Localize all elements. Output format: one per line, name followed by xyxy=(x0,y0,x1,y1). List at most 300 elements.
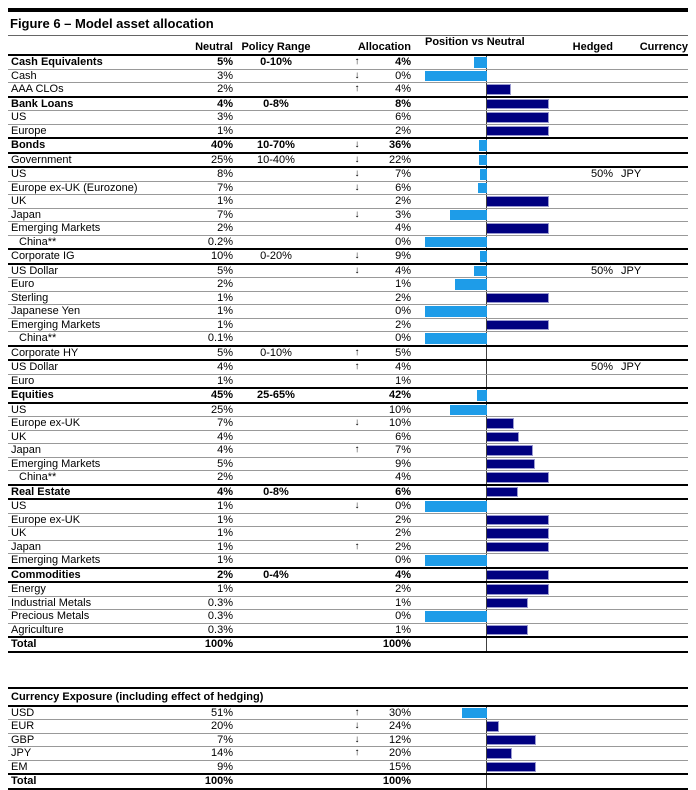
allocation-value: 6% xyxy=(395,485,411,498)
neutral-value: 1% xyxy=(217,291,233,304)
position-bar-cell xyxy=(425,83,549,96)
allocation-value: 24% xyxy=(388,720,411,732)
position-bar-cell xyxy=(425,222,549,235)
table-row xyxy=(8,402,688,417)
table-row xyxy=(8,513,688,527)
neutral-value: 8% xyxy=(217,168,233,180)
neutral-value: 0.3% xyxy=(207,623,233,636)
table-row xyxy=(8,540,688,554)
overweight-bar xyxy=(487,293,549,304)
row-label: GBP xyxy=(11,733,35,746)
row-label: JPY xyxy=(11,747,32,759)
underweight-bar xyxy=(425,333,487,344)
underweight-bar xyxy=(425,71,487,82)
underweight-bar xyxy=(480,251,487,262)
table-row xyxy=(8,596,688,610)
table-row xyxy=(8,304,688,318)
row-label: Japan xyxy=(11,540,41,553)
position-bar-cell xyxy=(425,375,549,388)
row-label: Bonds xyxy=(11,139,46,151)
overweight-bar xyxy=(487,432,519,443)
row-label: UK xyxy=(11,527,27,539)
table-row xyxy=(8,387,688,402)
table-row xyxy=(8,96,688,111)
overweight-bar xyxy=(487,84,511,95)
trend-down-arrow-icon: ↓ xyxy=(354,69,360,81)
row-label: US Dollar xyxy=(11,361,59,373)
position-bar-cell xyxy=(425,332,549,345)
row-label: Real Estate xyxy=(11,485,71,498)
neutral-value: 1% xyxy=(217,195,233,207)
currency-exposure-table xyxy=(8,687,688,790)
trend-down-arrow-icon: ↓ xyxy=(354,720,360,731)
allocation-value: 6% xyxy=(395,111,411,123)
policy-range-value: 0-4% xyxy=(263,568,289,581)
neutral-value: 3% xyxy=(217,111,233,123)
row-label: China** xyxy=(19,235,57,248)
row-label: US xyxy=(11,168,27,180)
table-row xyxy=(8,636,688,651)
allocation-value: 100% xyxy=(382,775,411,787)
neutral-value: 4% xyxy=(217,444,233,456)
neutral-value: 7% xyxy=(217,733,233,746)
allocation-value: 0% xyxy=(395,69,411,82)
row-label: Emerging Markets xyxy=(11,222,101,234)
table-row xyxy=(8,277,688,291)
table-row xyxy=(8,166,688,181)
neutral-value: 2% xyxy=(217,222,233,234)
allocation-value: 1% xyxy=(395,623,411,636)
overweight-bar xyxy=(487,112,549,123)
allocation-value: 1% xyxy=(395,278,411,290)
row-label: Europe xyxy=(11,124,47,137)
position-bar-cell xyxy=(425,168,549,181)
row-label: Industrial Metals xyxy=(11,596,92,609)
position-bar-cell xyxy=(425,182,549,195)
table-row xyxy=(8,581,688,596)
overweight-bar xyxy=(487,748,512,759)
table-row xyxy=(8,110,688,124)
main-table-rows xyxy=(8,56,688,651)
allocation-value: 4% xyxy=(395,56,411,68)
allocation-value: 100% xyxy=(382,638,411,650)
overweight-bar xyxy=(487,542,549,553)
position-bar-cell xyxy=(425,195,549,208)
trend-down-arrow-icon: ↓ xyxy=(354,208,360,220)
allocation-value: 7% xyxy=(395,444,411,456)
table-row xyxy=(8,374,688,388)
underweight-bar xyxy=(478,183,487,194)
allocation-value: 2% xyxy=(395,527,411,539)
underweight-bar xyxy=(474,57,487,68)
row-label: Europe ex-UK (Eurozone) xyxy=(11,181,138,194)
overweight-bar xyxy=(487,762,536,773)
overweight-bar xyxy=(487,570,549,581)
trend-up-arrow-icon: ↑ xyxy=(354,540,360,552)
header-position-vs-neutral: Position vs Neutral xyxy=(425,36,525,48)
allocation-value: 2% xyxy=(395,124,411,137)
allocation-value: 0% xyxy=(395,332,411,344)
allocation-value: 6% xyxy=(395,181,411,194)
allocation-value: 5% xyxy=(395,346,411,359)
row-label: UK xyxy=(11,430,27,443)
trend-down-arrow-icon: ↓ xyxy=(354,264,360,276)
trend-down-arrow-icon: ↓ xyxy=(354,733,360,745)
overweight-bar xyxy=(487,445,533,456)
currency-value: JPY xyxy=(621,168,642,180)
row-label: Euro xyxy=(11,374,35,387)
center-axis-line xyxy=(486,775,487,788)
table-row xyxy=(8,416,688,430)
neutral-value: 4% xyxy=(217,430,233,443)
position-bar-cell xyxy=(425,610,549,623)
hedged-value: 50% xyxy=(590,264,613,277)
row-label: Europe ex-UK xyxy=(11,417,81,429)
table-row xyxy=(8,457,688,471)
underweight-bar xyxy=(455,279,487,290)
underweight-bar xyxy=(425,501,487,512)
fx-table-rows xyxy=(8,707,688,788)
position-bar-cell xyxy=(425,471,549,484)
row-label: Japan xyxy=(11,444,41,456)
center-axis-line xyxy=(486,347,487,360)
neutral-value: 1% xyxy=(217,583,233,595)
underweight-bar xyxy=(479,155,487,166)
overweight-bar xyxy=(487,487,518,498)
row-label: Japanese Yen xyxy=(11,305,81,317)
table-row xyxy=(8,773,688,788)
trend-down-arrow-icon: ↓ xyxy=(354,153,360,165)
overweight-bar xyxy=(487,223,549,234)
table-row xyxy=(8,707,688,720)
allocation-value: 10% xyxy=(388,417,411,429)
allocation-value: 0% xyxy=(395,554,411,566)
position-bar-cell xyxy=(425,541,549,554)
neutral-value: 1% xyxy=(217,540,233,553)
neutral-value: 0.3% xyxy=(207,596,233,609)
position-bar-cell xyxy=(425,720,549,733)
allocation-value: 10% xyxy=(388,403,411,416)
table-row xyxy=(8,221,688,235)
row-label: Precious Metals xyxy=(11,610,90,622)
allocation-value: 42% xyxy=(388,389,411,401)
position-bar-cell xyxy=(425,624,549,637)
figure-title: Figure 6 – Model asset allocation xyxy=(8,12,688,36)
position-bar-cell xyxy=(425,278,549,291)
neutral-value: 3% xyxy=(217,69,233,82)
neutral-value: 1% xyxy=(217,374,233,387)
row-label: Corporate HY xyxy=(11,346,79,359)
position-bar-cell xyxy=(425,56,549,69)
allocation-value: 4% xyxy=(395,83,411,95)
position-bar-cell xyxy=(425,236,549,249)
overweight-bar xyxy=(487,625,528,636)
underweight-bar xyxy=(462,708,487,719)
position-bar-cell xyxy=(425,125,549,138)
row-label: US Dollar xyxy=(11,264,59,277)
neutral-value: 10% xyxy=(210,250,233,262)
neutral-value: 1% xyxy=(217,500,233,512)
neutral-value: 4% xyxy=(217,361,233,373)
position-bar-cell xyxy=(425,305,549,318)
currency-value: JPY xyxy=(621,264,642,277)
neutral-value: 45% xyxy=(210,389,233,401)
row-label: Total xyxy=(11,638,37,650)
neutral-value: 5% xyxy=(217,346,233,359)
allocation-value: 9% xyxy=(395,250,411,262)
allocation-value: 2% xyxy=(395,291,411,304)
position-bar-cell xyxy=(425,638,549,651)
table-row xyxy=(8,56,688,69)
trend-down-arrow-icon: ↓ xyxy=(354,500,360,511)
neutral-value: 100% xyxy=(204,775,233,787)
row-label: Total xyxy=(11,775,37,787)
row-label: US xyxy=(11,500,27,512)
table-row xyxy=(8,137,688,152)
neutral-value: 0.3% xyxy=(207,610,233,622)
allocation-value: 6% xyxy=(395,430,411,443)
position-bar-cell xyxy=(425,389,549,402)
overweight-bar xyxy=(487,99,549,110)
allocation-value: 36% xyxy=(388,139,411,151)
position-bar-cell xyxy=(425,569,549,582)
neutral-value: 14% xyxy=(210,747,233,759)
table-row xyxy=(8,609,688,623)
neutral-value: 9% xyxy=(217,760,233,773)
table-row xyxy=(8,208,688,222)
table-row xyxy=(8,124,688,138)
allocation-value: 1% xyxy=(395,374,411,387)
position-bar-cell xyxy=(425,361,549,374)
underweight-bar xyxy=(425,555,487,566)
position-bar-cell xyxy=(425,761,549,774)
underweight-bar xyxy=(450,405,487,416)
policy-range-value: 0-8% xyxy=(263,485,289,498)
figure-6-model-asset-allocation xyxy=(8,8,688,790)
neutral-value: 5% xyxy=(217,457,233,470)
overweight-bar xyxy=(487,528,549,539)
position-bar-cell xyxy=(425,707,549,720)
neutral-value: 51% xyxy=(210,706,233,719)
overweight-bar xyxy=(487,126,549,137)
overweight-bar xyxy=(487,472,549,483)
currency-value: JPY xyxy=(621,361,642,373)
table-row xyxy=(8,248,688,263)
allocation-value: 7% xyxy=(395,168,411,180)
currency-exposure-header: Currency Exposure (including effect of hedging) xyxy=(8,687,688,707)
overweight-bar xyxy=(487,584,549,595)
underweight-bar xyxy=(474,266,487,277)
row-label: UK xyxy=(11,195,27,207)
position-bar-cell xyxy=(425,500,549,513)
header-policy-range: Policy Range xyxy=(241,41,311,53)
table-row xyxy=(8,526,688,540)
position-bar-cell xyxy=(425,514,549,527)
policy-range-value: 10-70% xyxy=(257,139,295,151)
allocation-value: 0% xyxy=(395,305,411,317)
row-label: Euro xyxy=(11,278,35,290)
position-bar-cell xyxy=(425,554,549,567)
trend-down-arrow-icon: ↓ xyxy=(354,181,360,193)
trend-up-arrow-icon: ↑ xyxy=(354,56,360,67)
row-label: Cash Equivalents xyxy=(11,56,103,68)
overweight-bar xyxy=(487,735,536,746)
position-bar-cell xyxy=(425,111,549,124)
allocation-value: 4% xyxy=(395,361,411,373)
table-row xyxy=(8,623,688,637)
policy-range-value: 0-10% xyxy=(260,56,292,68)
neutral-value: 1% xyxy=(217,513,233,526)
neutral-value: 2% xyxy=(217,471,233,483)
neutral-value: 5% xyxy=(217,264,233,277)
allocation-value: 15% xyxy=(388,760,411,773)
trend-up-arrow-icon: ↑ xyxy=(354,444,360,455)
position-bar-cell xyxy=(425,292,549,305)
table-row xyxy=(8,69,688,83)
table-row xyxy=(8,470,688,484)
allocation-value: 4% xyxy=(395,264,411,277)
overweight-bar xyxy=(487,459,535,470)
neutral-value: 5% xyxy=(217,56,233,68)
neutral-value: 100% xyxy=(204,638,233,650)
policy-range-value: 0-10% xyxy=(260,346,292,359)
position-bar-cell xyxy=(425,597,549,610)
policy-range-value: 25-65% xyxy=(257,389,295,401)
trend-down-arrow-icon: ↓ xyxy=(354,250,360,261)
neutral-value: 2% xyxy=(217,568,233,581)
position-bar-cell xyxy=(425,775,549,788)
center-axis-line xyxy=(486,361,487,374)
neutral-value: 20% xyxy=(210,720,233,732)
table-row xyxy=(8,152,688,167)
row-label: EM xyxy=(11,760,28,773)
position-bar-cell xyxy=(425,265,549,278)
allocation-value: 2% xyxy=(395,540,411,553)
neutral-value: 0.1% xyxy=(207,332,233,344)
header-hedged: Hedged xyxy=(572,41,613,53)
position-bar-cell xyxy=(425,98,549,111)
center-axis-line xyxy=(486,638,487,651)
trend-up-arrow-icon: ↑ xyxy=(354,747,360,758)
position-bar-cell xyxy=(425,444,549,457)
table-row xyxy=(8,235,688,249)
allocation-value: 0% xyxy=(395,235,411,248)
position-bar-cell xyxy=(425,139,549,152)
row-label: Bank Loans xyxy=(11,97,74,110)
position-bar-cell xyxy=(425,209,549,222)
policy-range-value: 0-20% xyxy=(260,250,292,262)
row-label: Japan xyxy=(11,208,41,221)
row-label: Emerging Markets xyxy=(11,554,101,566)
table-row xyxy=(8,760,688,774)
row-label: Equities xyxy=(11,389,54,401)
table-row xyxy=(8,181,688,195)
position-bar-cell xyxy=(425,431,549,444)
neutral-value: 40% xyxy=(210,139,233,151)
table-row xyxy=(8,498,688,513)
table-gap xyxy=(8,653,688,687)
row-label: Agriculture xyxy=(11,623,64,636)
position-bar-cell xyxy=(425,583,549,596)
row-label: Corporate IG xyxy=(11,250,75,262)
allocation-value: 22% xyxy=(388,153,411,166)
overweight-bar xyxy=(487,721,499,732)
row-label: Energy xyxy=(11,583,46,595)
neutral-value: 1% xyxy=(217,527,233,539)
policy-range-value: 10-40% xyxy=(257,153,295,166)
table-row xyxy=(8,567,688,582)
neutral-value: 25% xyxy=(210,153,233,166)
row-label: US xyxy=(11,403,27,416)
allocation-value: 20% xyxy=(388,747,411,759)
row-label: Cash xyxy=(11,69,37,82)
position-bar-cell xyxy=(425,486,549,499)
underweight-bar xyxy=(425,611,487,622)
position-bar-cell xyxy=(425,70,549,83)
table-row xyxy=(8,194,688,208)
position-bar-cell xyxy=(425,417,549,430)
allocation-value: 2% xyxy=(395,583,411,595)
row-label: AAA CLOs xyxy=(11,83,64,95)
overweight-bar xyxy=(487,196,549,207)
row-label: Emerging Markets xyxy=(11,457,101,470)
neutral-value: 1% xyxy=(217,554,233,566)
row-label: China** xyxy=(19,471,57,483)
position-bar-cell xyxy=(425,527,549,540)
table-row xyxy=(8,263,688,278)
trend-up-arrow-icon: ↑ xyxy=(354,83,360,94)
row-label: China** xyxy=(19,332,57,344)
underweight-bar xyxy=(450,210,487,221)
asset-allocation-table xyxy=(8,36,688,653)
table-row xyxy=(8,719,688,733)
row-label: USD xyxy=(11,706,35,719)
trend-down-arrow-icon: ↓ xyxy=(354,139,360,150)
row-label: Sterling xyxy=(11,291,49,304)
allocation-value: 30% xyxy=(388,706,411,719)
neutral-value: 1% xyxy=(217,318,233,331)
allocation-value: 4% xyxy=(395,471,411,483)
row-label: Commodities xyxy=(11,568,81,581)
table-row xyxy=(8,331,688,345)
underweight-bar xyxy=(425,237,487,248)
row-label: EUR xyxy=(11,720,35,732)
hedged-value: 50% xyxy=(590,361,613,373)
overweight-bar xyxy=(487,418,514,429)
table-row xyxy=(8,746,688,760)
neutral-value: 4% xyxy=(217,485,233,498)
trend-up-arrow-icon: ↑ xyxy=(354,706,360,718)
underweight-bar xyxy=(425,306,487,317)
neutral-value: 2% xyxy=(217,278,233,290)
table-header-row xyxy=(8,36,688,56)
position-bar-cell xyxy=(425,404,549,417)
underweight-bar xyxy=(480,169,487,180)
header-allocation: Allocation xyxy=(357,41,411,53)
overweight-bar xyxy=(487,598,528,609)
row-label: US xyxy=(11,111,27,123)
header-currency: Currency xyxy=(639,41,688,53)
trend-down-arrow-icon: ↓ xyxy=(354,417,360,428)
neutral-value: 1% xyxy=(217,305,233,317)
center-axis-line xyxy=(486,375,487,388)
hedged-value: 50% xyxy=(590,168,613,180)
table-row xyxy=(8,733,688,747)
underweight-bar xyxy=(479,140,487,151)
allocation-value: 2% xyxy=(395,195,411,207)
position-bar-cell xyxy=(425,347,549,360)
position-bar-cell xyxy=(425,458,549,471)
